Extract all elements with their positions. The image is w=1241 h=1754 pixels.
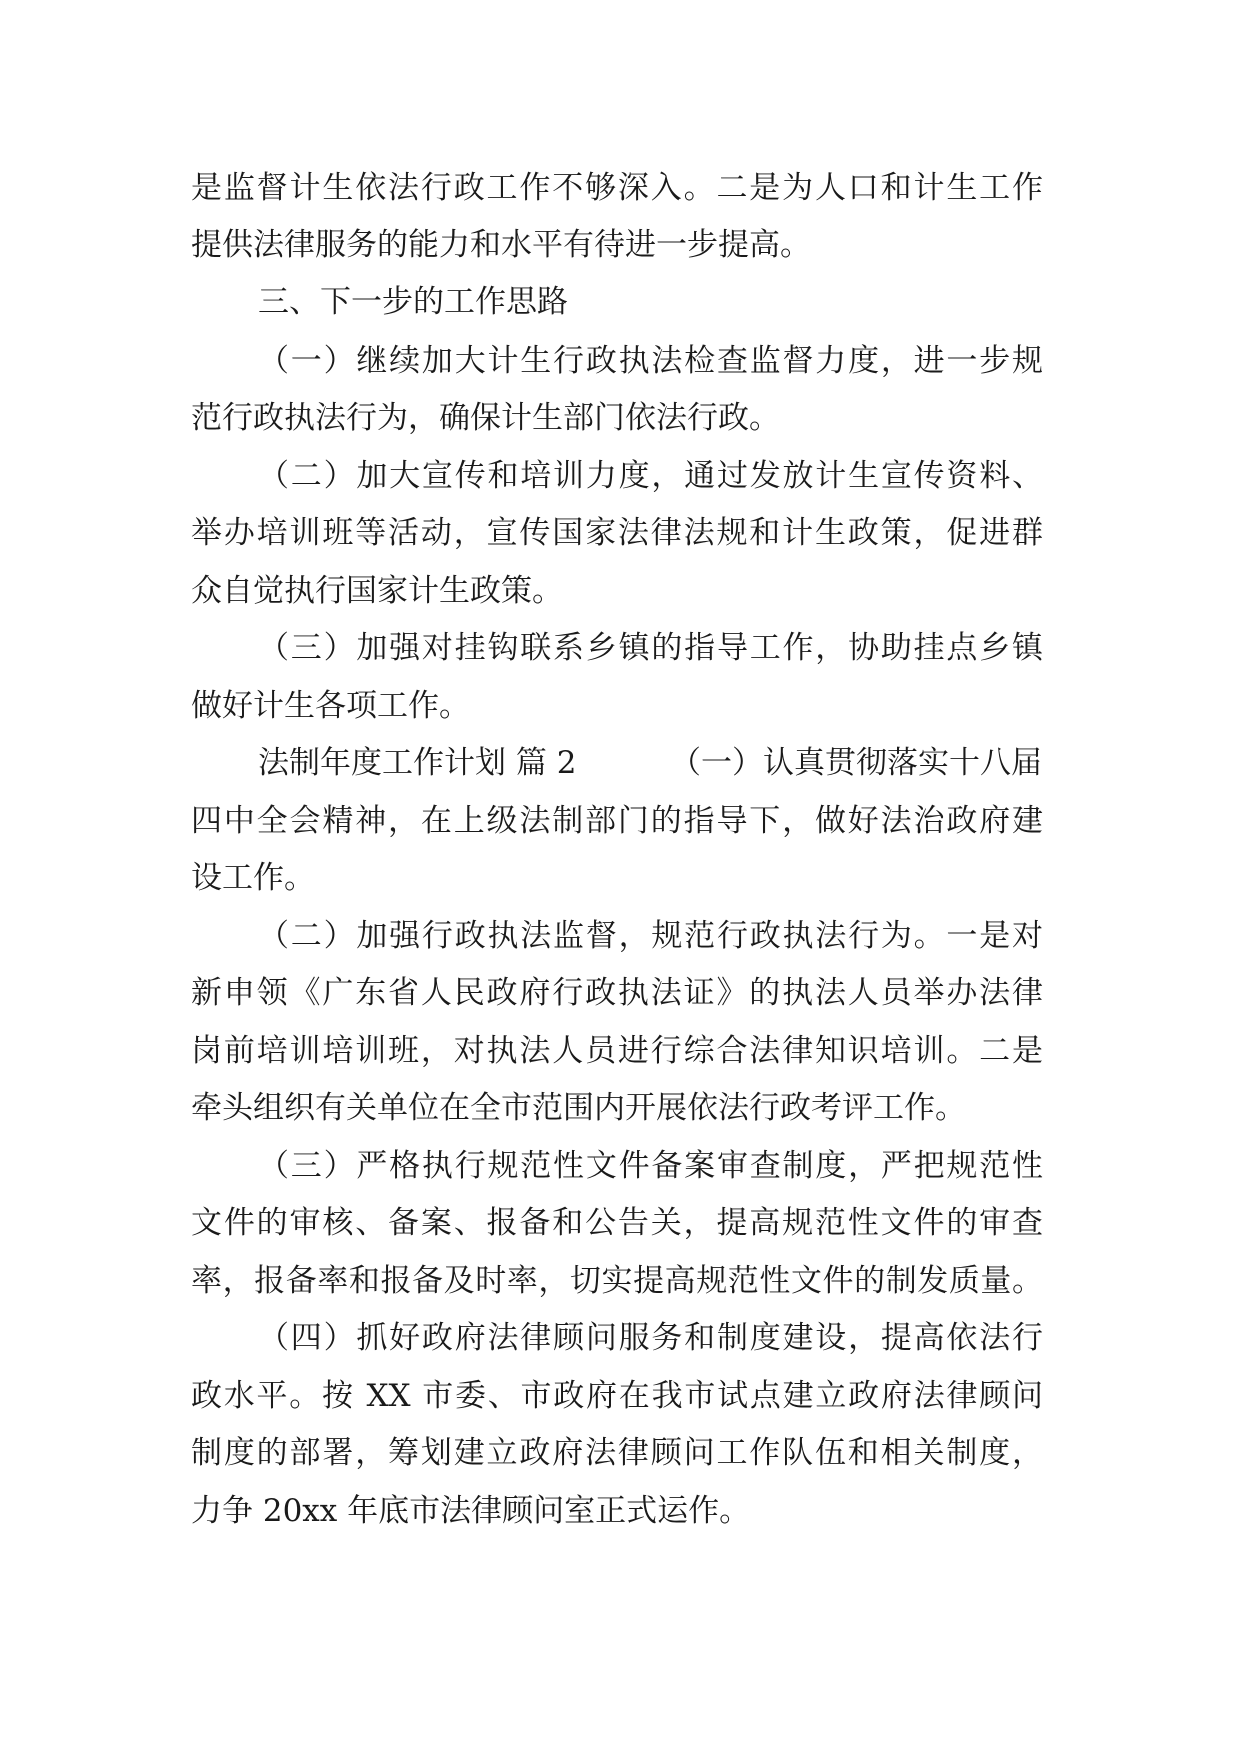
paragraph-line: （一）继续加大计生行政执法检查监督力度，进一步规 (258, 343, 1043, 379)
paragraph-line: 力争 20xx 年底市法律顾问室正式运作。 (191, 1493, 751, 1529)
paragraph-line: 举办培训班等活动，宣传国家法律法规和计生政策，促进群 (191, 515, 1043, 551)
paragraph-line: 文件的审核、备案、报备和公告关，提高规范性文件的审查 (191, 1205, 1043, 1241)
paragraph-line: 范行政执法行为，确保计生部门依法行政。 (191, 400, 780, 436)
paragraph-line: 设工作。 (191, 860, 315, 896)
paragraph-line: 众自觉执行国家计生政策。 (191, 573, 563, 609)
paragraph-line: （一）认真贯彻落实十八届 (670, 745, 1042, 781)
article-title: 法制年度工作计划 篇 2 (258, 745, 577, 781)
paragraph-line: （二）加强行政执法监督，规范行政执法行为。一是对 (258, 918, 1043, 954)
paragraph-line: 四中全会精神，在上级法制部门的指导下，做好法治政府建 (191, 803, 1043, 839)
paragraph-line: （三）严格执行规范性文件备案审查制度，严把规范性 (258, 1148, 1043, 1184)
section-heading: 三、下一步的工作思路 (258, 284, 568, 320)
paragraph-line: 是监督计生依法行政工作不够深入。二是为人口和计生工作 (191, 170, 1043, 206)
paragraph-line: 制度的部署，筹划建立政府法律顾问工作队伍和相关制度， (191, 1435, 1043, 1471)
paragraph-line: 政水平。按 XX 市委、市政府在我市试点建立政府法律顾问 (191, 1378, 1043, 1414)
paragraph-line: 新申领《广东省人民政府行政执法证》的执法人员举办法律 (191, 975, 1043, 1011)
paragraph-line: 岗前培训培训班，对执法人员进行综合法律知识培训。二是 (191, 1033, 1043, 1069)
paragraph-line: 牵头组织有关单位在全市范围内开展依法行政考评工作。 (191, 1090, 966, 1126)
paragraph-line: 率，报备率和报备及时率，切实提高规范性文件的制发质量。 (191, 1263, 1043, 1299)
paragraph-line: 提供法律服务的能力和水平有待进一步提高。 (191, 227, 811, 263)
paragraph-line: （四）抓好政府法律顾问服务和制度建设，提高依法行 (258, 1320, 1043, 1356)
paragraph-line: 做好计生各项工作。 (191, 688, 470, 724)
paragraph-line: （三）加强对挂钩联系乡镇的指导工作，协助挂点乡镇 (258, 630, 1043, 666)
paragraph-line: （二）加大宣传和培训力度，通过发放计生宣传资料、 (258, 458, 1043, 494)
